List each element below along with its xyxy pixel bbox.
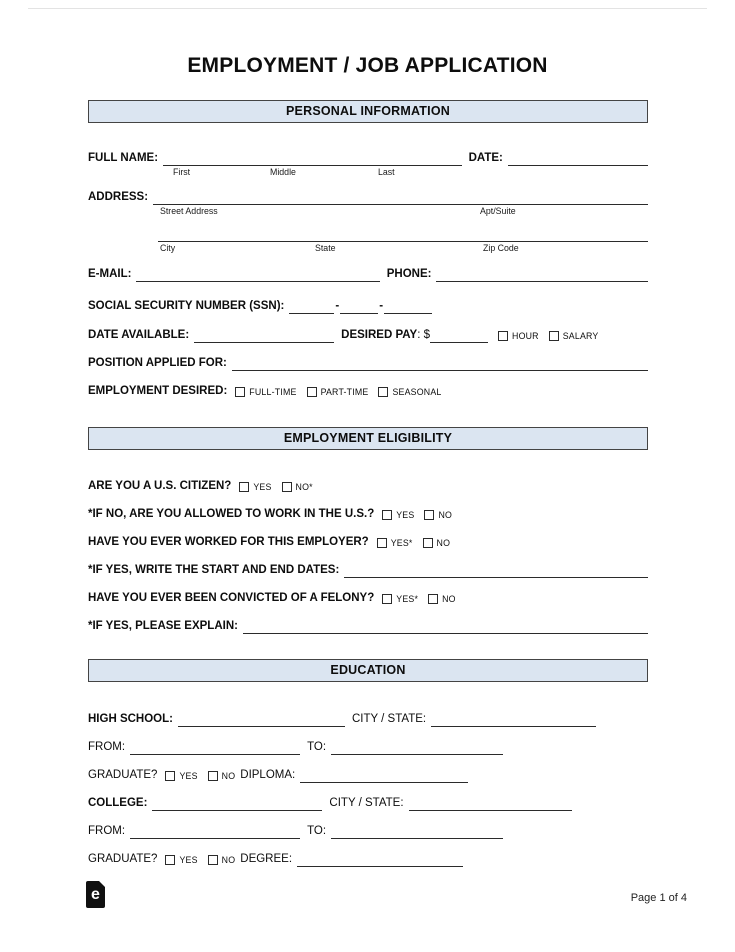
college-field[interactable]	[152, 795, 322, 811]
email-phone-row	[88, 266, 648, 282]
section-header-personal-label: PERSONAL INFORMATION	[286, 104, 450, 118]
eforms-logo	[86, 881, 105, 908]
high-school-graduate-row	[88, 767, 648, 783]
high-school-row	[88, 711, 648, 727]
college-from-label: FROM:	[88, 825, 126, 837]
middle-sublabel: Middle	[270, 167, 296, 177]
full-time-checkbox[interactable]	[235, 387, 245, 397]
desired-pay-suffix: : $	[417, 329, 431, 341]
worked-before-row	[88, 534, 648, 550]
position-applied-field[interactable]	[232, 355, 648, 371]
felony-no-label: NO	[442, 594, 456, 604]
college-city-state-field[interactable]	[409, 795, 572, 811]
last-sublabel: Last	[378, 167, 395, 177]
college-graduate-label: GRADUATE?	[88, 853, 158, 865]
seasonal-checkbox[interactable]	[378, 387, 388, 397]
hs-graduate-no-label: NO	[221, 771, 236, 781]
hs-to-label: TO:	[307, 741, 327, 753]
employment-desired-row	[88, 383, 648, 399]
address-sublabels	[88, 206, 648, 217]
ssn-row	[88, 298, 648, 314]
high-school-label: HIGH SCHOOL:	[88, 713, 173, 725]
eforms-logo-letter: e	[91, 886, 100, 903]
hour-checkbox[interactable]	[498, 331, 508, 341]
high-school-dates-row	[88, 739, 648, 755]
diploma-label: DIPLOMA:	[240, 769, 296, 781]
citizen-no-checkbox[interactable]	[282, 482, 292, 492]
start-end-dates-label: *IF YES, WRITE THE START AND END DATES:	[88, 564, 340, 576]
hs-to-field[interactable]	[331, 739, 503, 755]
section-header-education	[88, 659, 648, 682]
college-to-field[interactable]	[331, 823, 503, 839]
street-address-field[interactable]	[153, 189, 648, 205]
hs-from-label: FROM:	[88, 741, 126, 753]
felony-question-label: HAVE YOU EVER BEEN CONVICTED OF A FELONY?	[88, 592, 375, 604]
college-city-state-label: CITY / STATE:	[329, 797, 404, 809]
hs-city-state-label: CITY / STATE:	[351, 713, 427, 725]
felony-no-checkbox[interactable]	[428, 594, 438, 604]
page-title: EMPLOYMENT / JOB APPLICATION	[187, 54, 548, 77]
section-header-employment-eligibility	[88, 427, 648, 450]
date-available-field[interactable]	[194, 327, 334, 343]
hs-graduate-yes-checkbox[interactable]	[165, 771, 175, 781]
salary-checkbox-label: SALARY	[562, 331, 599, 341]
worked-no-label: NO	[436, 538, 451, 548]
citizen-yes-label: YES	[253, 482, 272, 492]
street-address-sublabel: Street Address	[160, 206, 218, 216]
city-state-zip-field[interactable]	[158, 226, 648, 242]
diploma-field[interactable]	[300, 767, 468, 783]
citizen-no-label: NO*	[295, 482, 313, 492]
address2-sublabels	[88, 243, 648, 254]
college-graduate-no-label: NO	[221, 855, 236, 865]
section-header-education-label: EDUCATION	[330, 663, 406, 677]
ssn-label: SOCIAL SECURITY NUMBER (SSN):	[88, 300, 285, 312]
state-sublabel: State	[315, 243, 336, 253]
full-name-field[interactable]	[163, 150, 462, 166]
ssn-dash-2: -	[379, 300, 384, 312]
hs-graduate-yes-label: YES	[179, 771, 198, 781]
full-name-label: FULL NAME:	[88, 152, 159, 164]
desired-pay-label: DESIRED PAY	[341, 329, 418, 341]
worked-no-checkbox[interactable]	[423, 538, 433, 548]
date-available-pay-row	[88, 327, 648, 343]
start-end-dates-row	[88, 562, 648, 578]
address-label: ADDRESS:	[88, 191, 149, 203]
date-field[interactable]	[508, 150, 648, 166]
allowed-to-work-label: *IF NO, ARE YOU ALLOWED TO WORK IN THE U.S.?	[88, 508, 375, 520]
college-graduate-yes-label: YES	[179, 855, 198, 865]
seasonal-checkbox-label: SEASONAL	[392, 387, 442, 397]
salary-checkbox[interactable]	[549, 331, 559, 341]
email-field[interactable]	[136, 266, 379, 282]
hs-graduate-no-checkbox[interactable]	[208, 771, 218, 781]
ssn-field-3[interactable]	[384, 298, 432, 314]
high-school-field[interactable]	[178, 711, 345, 727]
allowed-no-checkbox[interactable]	[424, 510, 434, 520]
citizen-question-label: ARE YOU A U.S. CITIZEN?	[88, 480, 232, 492]
city-sublabel: City	[160, 243, 176, 253]
college-graduate-row	[88, 851, 648, 867]
degree-label: DEGREE:	[240, 853, 293, 865]
allowed-to-work-row	[88, 506, 648, 522]
address-row-2	[88, 226, 648, 242]
full-name-row	[88, 150, 648, 166]
hs-city-state-field[interactable]	[431, 711, 596, 727]
address-row	[88, 189, 648, 205]
part-time-checkbox[interactable]	[307, 387, 317, 397]
ssn-field-2[interactable]	[340, 298, 378, 314]
section-header-eligibility-label: EMPLOYMENT ELIGIBILITY	[283, 431, 453, 445]
allowed-no-label: NO	[438, 510, 453, 520]
hour-checkbox-label: HOUR	[512, 331, 539, 341]
ssn-dash-1: -	[335, 300, 340, 312]
hs-from-field[interactable]	[130, 739, 300, 755]
worked-yes-checkbox[interactable]	[377, 538, 387, 548]
college-label: COLLEGE:	[88, 797, 148, 809]
felony-explain-label: *IF YES, PLEASE EXPLAIN:	[88, 620, 238, 632]
apt-suite-sublabel: Apt/Suite	[480, 206, 516, 216]
section-header-personal-information	[88, 100, 648, 123]
part-time-checkbox-label: PART-TIME	[320, 387, 369, 397]
employment-desired-label: EMPLOYMENT DESIRED:	[88, 385, 228, 397]
position-row	[88, 355, 648, 371]
hs-graduate-label: GRADUATE?	[88, 769, 158, 781]
allowed-yes-label: YES	[396, 510, 415, 520]
full-time-checkbox-label: FULL-TIME	[249, 387, 297, 397]
college-row	[88, 795, 648, 811]
felony-yes-checkbox[interactable]	[382, 594, 392, 604]
email-label: E-MAIL:	[88, 268, 132, 280]
college-graduate-yes-checkbox[interactable]	[165, 855, 175, 865]
felony-yes-label: YES*	[396, 594, 419, 604]
desired-pay-field[interactable]	[430, 327, 488, 343]
felony-explain-row	[88, 618, 648, 634]
page-top-edge	[28, 8, 707, 9]
felony-question-row	[88, 590, 648, 606]
college-from-field[interactable]	[130, 823, 300, 839]
phone-field[interactable]	[436, 266, 648, 282]
full-name-sublabels	[88, 167, 648, 178]
allowed-yes-checkbox[interactable]	[382, 510, 392, 520]
ssn-field-1[interactable]	[289, 298, 334, 314]
first-sublabel: First	[173, 167, 191, 177]
page-number: Page 1 of 4	[630, 892, 687, 904]
degree-field[interactable]	[297, 851, 463, 867]
college-graduate-no-checkbox[interactable]	[208, 855, 218, 865]
phone-label: PHONE:	[386, 268, 432, 280]
college-to-label: TO:	[307, 825, 327, 837]
date-label: DATE:	[468, 152, 503, 164]
college-dates-row	[88, 823, 648, 839]
date-available-label: DATE AVAILABLE:	[88, 329, 190, 341]
felony-explain-field[interactable]	[243, 618, 648, 634]
citizen-yes-checkbox[interactable]	[239, 482, 249, 492]
citizen-question-row	[88, 478, 648, 494]
position-applied-label: POSITION APPLIED FOR:	[88, 357, 227, 369]
zip-code-sublabel: Zip Code	[483, 243, 519, 253]
worked-yes-label: YES*	[390, 538, 413, 548]
worked-before-label: HAVE YOU EVER WORKED FOR THIS EMPLOYER?	[88, 536, 369, 548]
start-end-dates-field[interactable]	[344, 562, 648, 578]
